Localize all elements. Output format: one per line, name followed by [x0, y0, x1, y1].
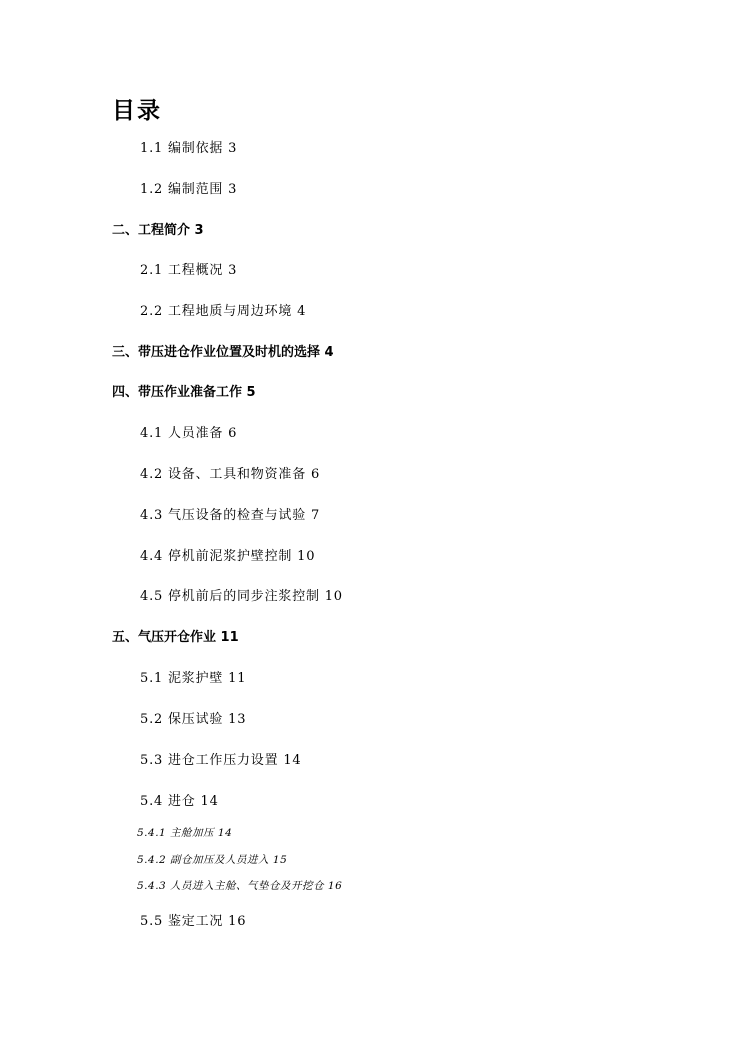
toc-entry[interactable]: 4.3 气压设备的检查与试验 7 — [140, 508, 321, 523]
toc-entry[interactable]: 5.4.2 副仓加压及人员进入 15 — [137, 854, 288, 866]
toc-entry[interactable]: 四、带压作业准备工作 5 — [112, 385, 256, 400]
toc-entry[interactable]: 1.1 编制依据 3 — [140, 141, 238, 156]
toc-entry[interactable]: 三、带压进仓作业位置及时机的选择 4 — [112, 345, 334, 360]
toc-entry[interactable]: 4.5 停机前后的同步注浆控制 10 — [140, 589, 343, 604]
toc-entry[interactable]: 5.4.1 主舱加压 14 — [137, 827, 233, 839]
toc-entry[interactable]: 5.2 保压试验 13 — [140, 712, 247, 727]
toc-entry[interactable]: 5.5 鉴定工况 16 — [140, 914, 247, 929]
toc-entry[interactable]: 5.1 泥浆护壁 11 — [140, 671, 247, 686]
toc-entry[interactable]: 4.2 设备、工具和物资准备 6 — [140, 467, 321, 482]
toc-entry[interactable]: 5.4.3 人员进入主舱、气垫仓及开挖仓 16 — [137, 880, 343, 892]
toc-entry[interactable]: 2.2 工程地质与周边环境 4 — [140, 304, 307, 319]
page-title: 目录 — [112, 98, 162, 124]
toc-entry[interactable]: 5.3 进仓工作压力设置 14 — [140, 753, 302, 768]
toc-entry[interactable]: 二、工程简介 3 — [112, 223, 204, 238]
toc-entry[interactable]: 4.1 人员准备 6 — [140, 426, 238, 441]
toc-entry[interactable]: 2.1 工程概况 3 — [140, 263, 238, 278]
toc-entry[interactable]: 4.4 停机前泥浆护壁控制 10 — [140, 549, 316, 564]
toc-entry[interactable]: 1.2 编制范围 3 — [140, 182, 238, 197]
toc-entry[interactable]: 5.4 进仓 14 — [140, 794, 219, 809]
toc-entry[interactable]: 五、气压开仓作业 11 — [112, 630, 239, 645]
